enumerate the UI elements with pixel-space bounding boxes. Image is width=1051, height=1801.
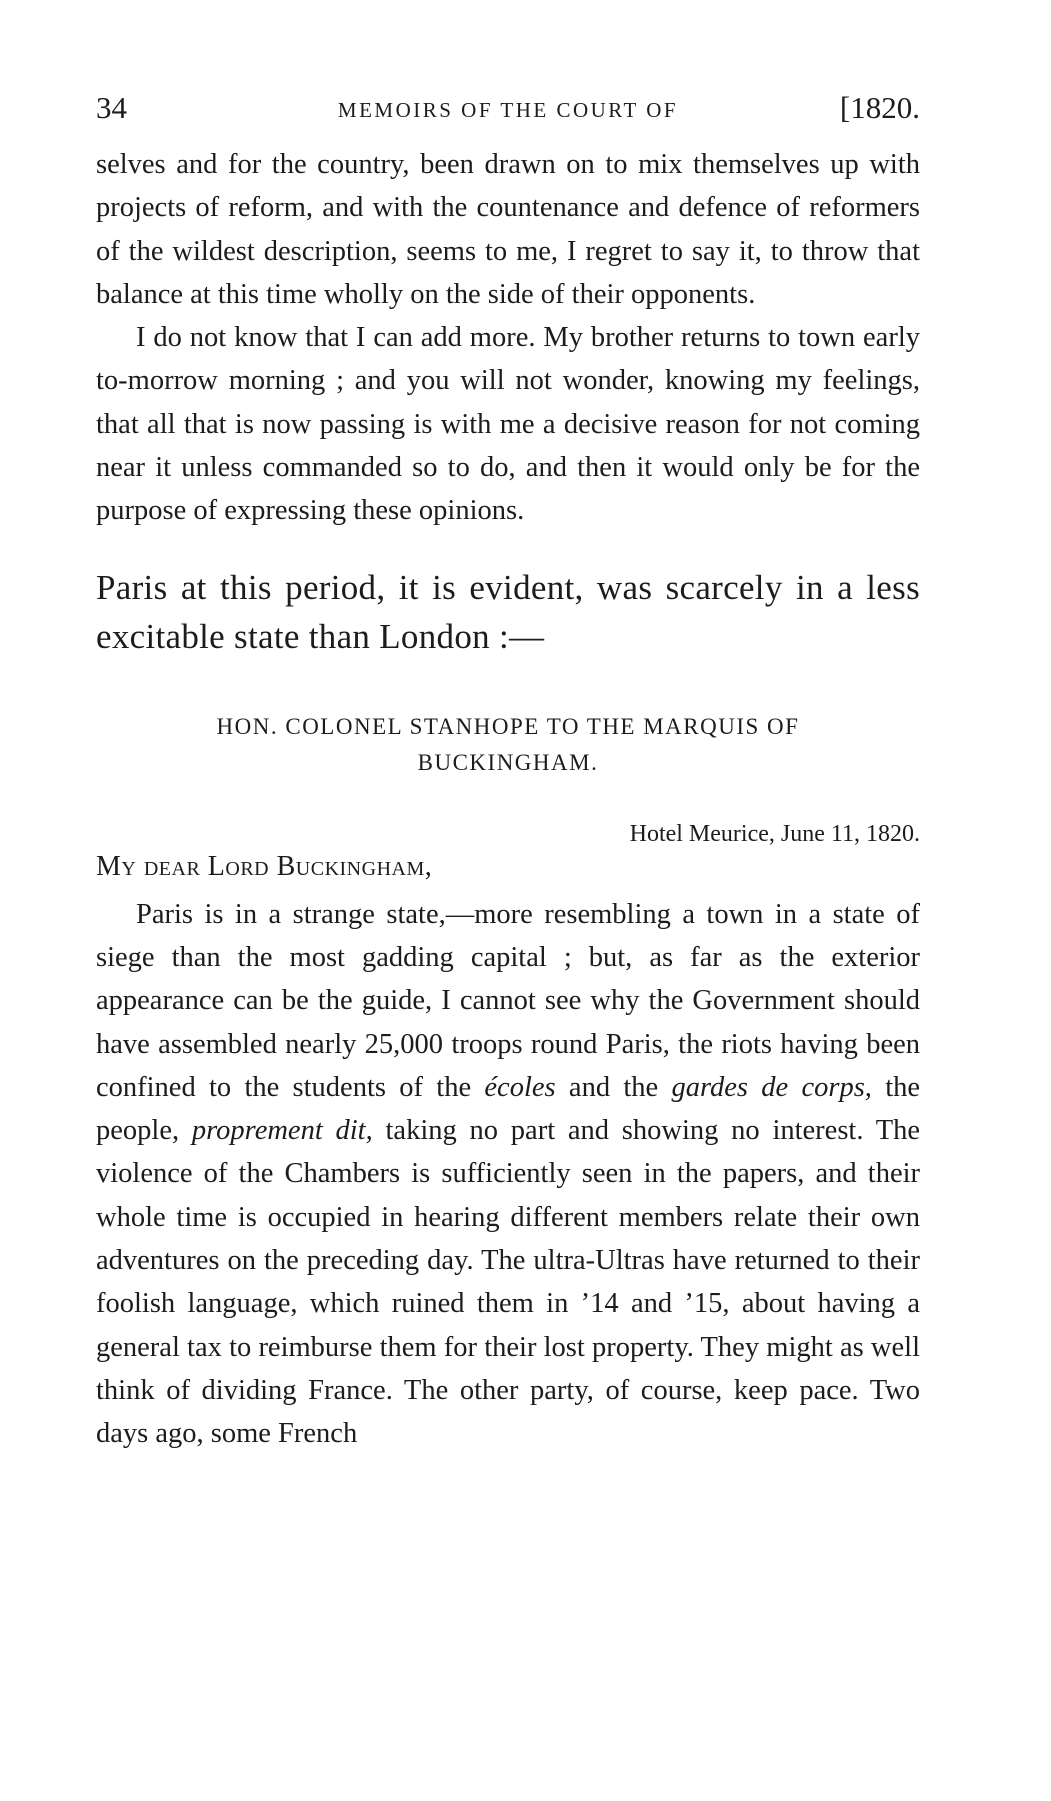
italic-ecoles: écoles: [484, 1071, 556, 1103]
book-page: [96, 88, 920, 1456]
page-number: 34: [96, 90, 127, 125]
italic-proprement-dit: proprement dit,: [191, 1115, 373, 1147]
letter-heading-line2: BUCKINGHAM.: [417, 749, 599, 775]
letter-body-part-b: and the: [568, 1071, 659, 1103]
letter-continuation: [96, 143, 920, 533]
italic-gardes-de-corps: gardes de corps,: [671, 1071, 872, 1103]
letter-body-part-d: taking no part and showing no interest. The violence of the Chambers is sufficiently seen in the papers, and their whole time is occupied in hearing different members relate their own adventures on the preceding day. The ultra-Ultras have returned to their foolish language, which ruined them in ’14 and ’15, about having a general tax to reimburse them for their lost property. They might as well think of dividing France. The other party, of course, keep pace. Two days ago, some French: [96, 1115, 921, 1450]
running-title: MEMOIRS OF THE COURT OF: [337, 98, 679, 122]
letter-heading: [96, 709, 920, 781]
letter-dateline: Hotel Meurice, June 11, 1820.: [629, 820, 920, 847]
paragraph-closing: I do not know that I can add more. My brother returns to town early to-morrow morning ; and you will not wonder, knowing my feelings, that all that is now passing is with me a decisive reason for not coming near it unless commanded so to do, and then it would only be for the purpose of expressing these opinions.: [96, 322, 920, 527]
paragraph-continued: selves and for the country, been drawn on to mix themselves up with projects of reform, and with the countenance and defence of reformers of the wildest description, seems to me, I regret to say it, to throw that balance at this time wholly on the side of their opponents.: [96, 149, 920, 310]
letter-body-part-c: the people,: [96, 1071, 921, 1147]
letter-body-part-a: Paris is in a strange state,—more resembling a town in a state of siege than the most gadding capital ; but, as far as the exterior appearance can be the guide, I cannot see why the Government should have assembled nearly 25,000 troops round Paris, the riots having been confined to the students of the: [96, 898, 920, 1103]
running-head: [96, 88, 920, 128]
letter-salutation: My dear Lord Buckingham,: [96, 850, 433, 882]
running-year: [1820.: [839, 90, 920, 125]
letter-heading-line1: HON. COLONEL STANHOPE TO THE MARQUIS OF: [216, 713, 800, 739]
letter-body: [96, 893, 920, 1456]
editorial-intro: Paris at this period, it is evident, was scarcely in a less excitable state than London :—: [96, 567, 920, 656]
